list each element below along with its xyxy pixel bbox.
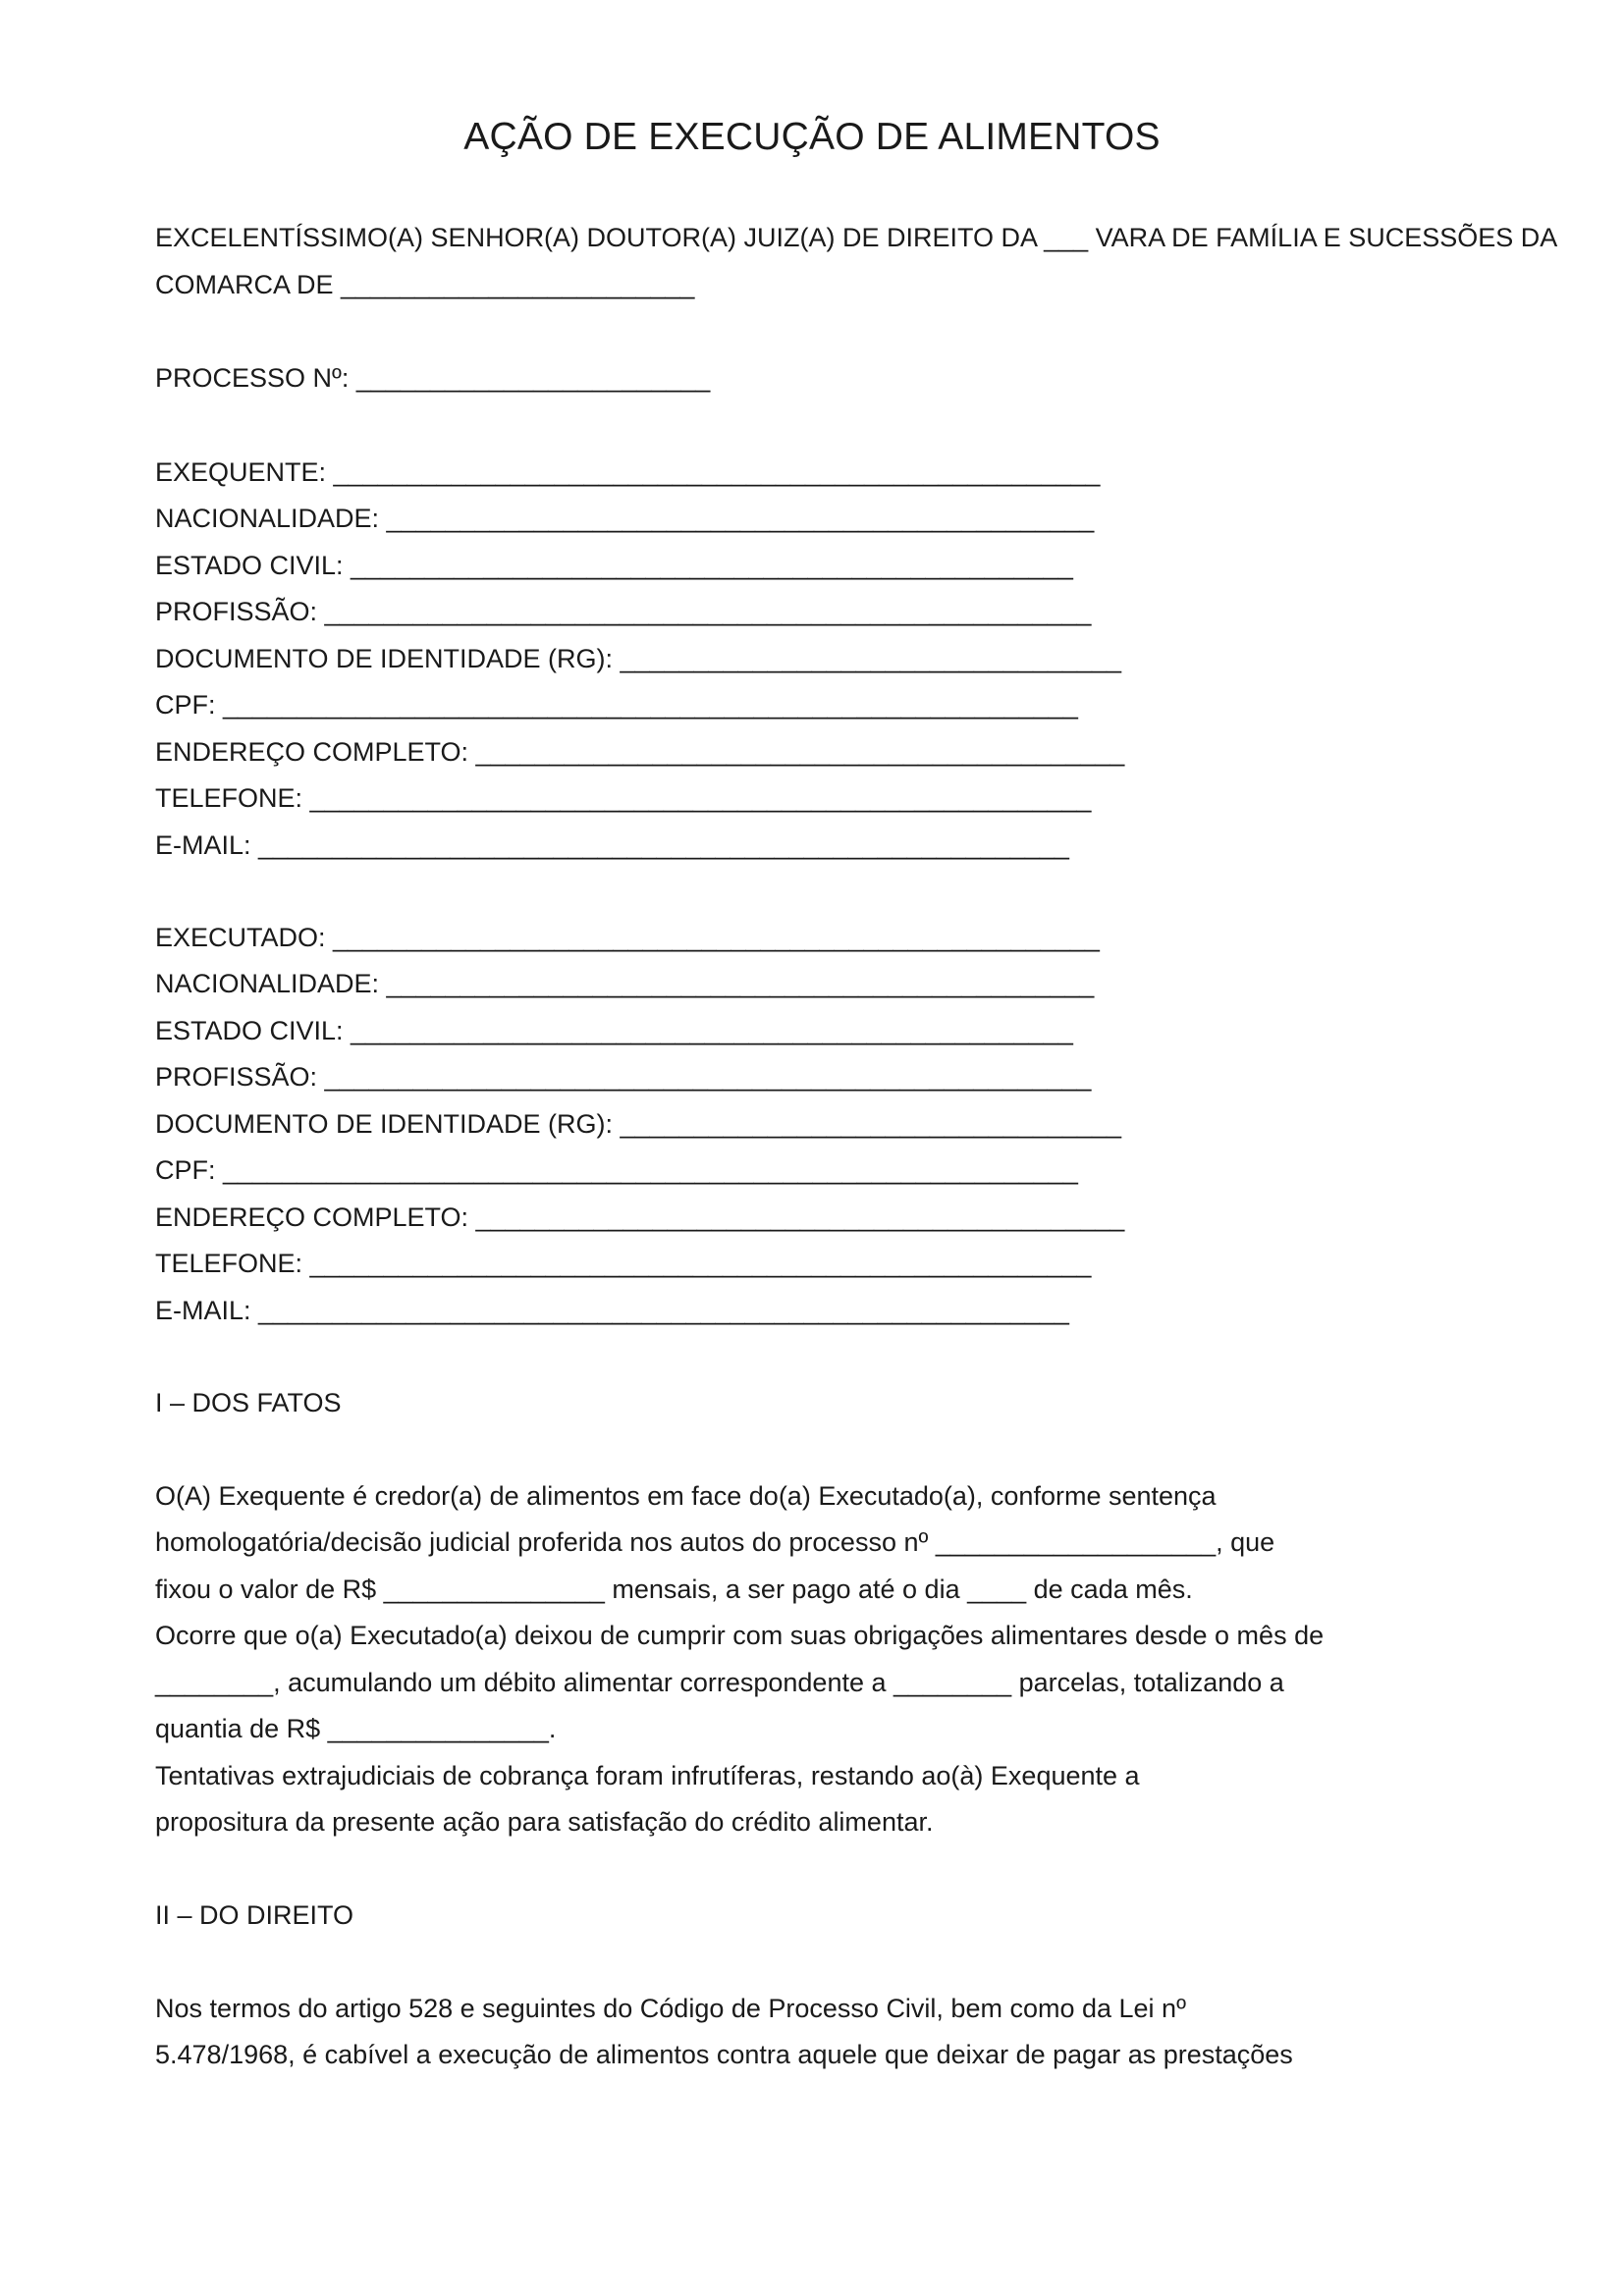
fatos-paragraph-line: ________, acumulando um débito alimentar correspondente a ________ parcelas, totalizando a: [155, 1668, 1284, 1697]
exequente-field: ENDEREÇO COMPLETO: ____________________________________________: [155, 737, 1125, 767]
exequente-field: NACIONALIDADE: ________________________________________________: [155, 504, 1095, 533]
fatos-paragraph-line: Tentativas extrajudiciais de cobrança foram infrutíferas, restando ao(à) Exequente a: [155, 1761, 1140, 1790]
exequente-field: DOCUMENTO DE IDENTIDADE (RG): __________________________________: [155, 644, 1122, 673]
executado-field: TELEFONE: _____________________________________________________: [155, 1249, 1092, 1278]
exequente-field: PROFISSÃO: ____________________________________________________: [155, 597, 1092, 626]
fatos-paragraph-line: fixou o valor de R$ _______________ mensais, a ser pago até o dia ____ de cada mês.: [155, 1575, 1193, 1604]
address-line: EXCELENTÍSSIMO(A) SENHOR(A) DOUTOR(A) JUIZ(A) DE DIREITO DA ___ VARA DE FAMÍLIA E SUCESSÕES DA: [155, 223, 1558, 252]
direito-paragraph-line: Nos termos do artigo 528 e seguintes do Código de Processo Civil, bem como da Lei nº: [155, 1994, 1186, 2023]
section-heading-direito: II – DO DIREITO: [155, 1900, 354, 1930]
document-title: AÇÃO DE EXECUÇÃO DE ALIMENTOS: [463, 116, 1161, 158]
executado-field: CPF: __________________________________________________________: [155, 1155, 1078, 1185]
address-line: COMARCA DE ________________________: [155, 270, 695, 299]
executado-field: DOCUMENTO DE IDENTIDADE (RG): __________________________________: [155, 1109, 1122, 1139]
exequente-field: CPF: __________________________________________________________: [155, 690, 1078, 720]
fatos-paragraph-line: Ocorre que o(a) Executado(a) deixou de cumprir com suas obrigações alimentares desde o mês de: [155, 1621, 1325, 1650]
fatos-paragraph-line: quantia de R$ _______________.: [155, 1714, 557, 1743]
executado-field: ENDEREÇO COMPLETO: ____________________________________________: [155, 1202, 1125, 1232]
executado-field: PROFISSÃO: ____________________________________________________: [155, 1062, 1092, 1092]
fatos-paragraph-line: homologatória/decisão judicial proferida nos autos do processo nº ___________________, que: [155, 1527, 1275, 1557]
fatos-paragraph-line: O(A) Exequente é credor(a) de alimentos em face do(a) Executado(a), conforme sentença: [155, 1481, 1217, 1511]
processo-field: PROCESSO Nº: ________________________: [155, 363, 711, 393]
exequente-field: TELEFONE: _____________________________________________________: [155, 783, 1092, 813]
direito-paragraph-line: 5.478/1968, é cabível a execução de alimentos contra aquele que deixar de pagar as prestações: [155, 2040, 1293, 2069]
exequente-field: ESTADO CIVIL: _________________________________________________: [155, 551, 1073, 580]
executado-field: E-MAIL: _______________________________________________________: [155, 1296, 1069, 1325]
executado-field: NACIONALIDADE: ________________________________________________: [155, 969, 1095, 998]
section-heading-fatos: I – DOS FATOS: [155, 1388, 342, 1417]
executado-field: EXECUTADO: ____________________________________________________: [155, 923, 1100, 952]
fatos-paragraph-line: propositura da presente ação para satisfação do crédito alimentar.: [155, 1807, 934, 1837]
executado-field: ESTADO CIVIL: _________________________________________________: [155, 1016, 1073, 1045]
exequente-field: E-MAIL: _______________________________________________________: [155, 830, 1069, 860]
exequente-field: EXEQUENTE: ____________________________________________________: [155, 457, 1101, 487]
